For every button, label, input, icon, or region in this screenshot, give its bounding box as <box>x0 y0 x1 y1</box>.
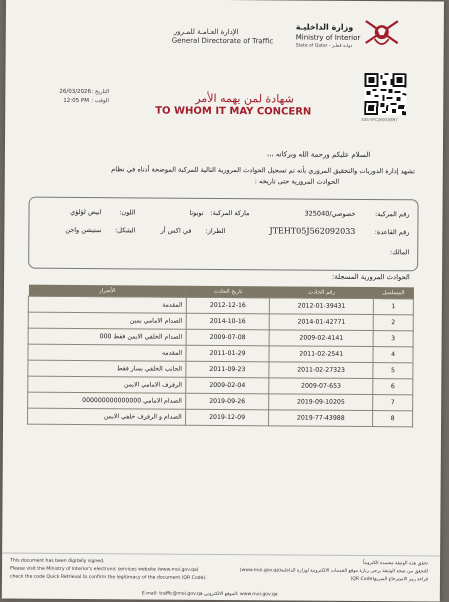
ministry-english: Ministry of Interior <box>295 33 361 42</box>
accident-serial: 8 <box>373 411 413 427</box>
accident-serial: 6 <box>373 379 413 395</box>
footer-signed-note-arabic: تحقق هذه الوثيقة معتمدة الكترونياً <box>363 560 429 567</box>
accidents-table <box>27 285 414 428</box>
model-label: الطراز: <box>205 226 226 236</box>
footer-divider <box>2 552 440 556</box>
accident-damage: الجانب الخلفي يسار فقط <box>28 360 186 377</box>
plate-value: خصوصي/325040 <box>304 209 356 218</box>
accident-date: 2011-09-23 <box>185 361 269 378</box>
accident-number: 2011-02-27323 <box>269 362 373 379</box>
time-value: 12:05 PM <box>63 97 89 105</box>
header-serial: المسلسل <box>373 287 413 299</box>
greeting-text: السلام عليكم ورحمة الله وبركاته ،،، <box>266 150 371 160</box>
header-number: رقم الحادث <box>270 286 374 298</box>
color-value: ابيض لؤلؤي <box>70 207 102 217</box>
chassis-value: JTEHT05J562092033 <box>269 226 356 236</box>
time-label: الوقت : <box>91 98 109 105</box>
color-label: اللون: <box>119 208 136 217</box>
footer-qr-note: check the code Quick Retrieval to confirm the legitimacy of the document (QR Code). <box>9 574 207 581</box>
accident-damage: الصدام الخلفي الايمن فقط 000 <box>28 328 186 345</box>
make-label: ماركة المركبة: <box>210 208 250 218</box>
certificate-document <box>2 0 444 602</box>
accident-date: 2011-01-29 <box>186 345 270 362</box>
accident-row <box>28 408 413 427</box>
footer-signed-note: This document has been digitally signed. <box>10 558 105 565</box>
shape-value: ستيشن واجن <box>65 225 102 235</box>
owner-label: المالك: <box>390 248 410 257</box>
accident-serial: 2 <box>373 315 413 331</box>
date-value: 26/03/2026 <box>59 88 92 96</box>
accident-damage: الصدام و الرفرف خلفي الايمن <box>28 408 186 425</box>
traffic-directorate-english: General Directorate of Traffic <box>171 36 274 46</box>
accident-serial: 7 <box>373 395 413 411</box>
certificate-title-english: TO WHOM IT MAY CONCERN <box>155 105 312 118</box>
intro-text-line1: تشهد إدارة الدوريات والتحقيق المروري بأنه تم تسجيل الحوادث المرورية التالية للمركبة الموضحة أدناه في نظام <box>111 165 415 176</box>
ministry-arabic: وزارة الداخليـة <box>295 22 354 32</box>
accident-damage: الصدام الامامي 000000000000000 <box>28 392 186 409</box>
accident-damage: الرفرف الامامي الايمن <box>28 376 186 393</box>
accident-damage: المقدمة <box>28 296 186 313</box>
accident-number: 2009-07-653 <box>269 378 373 395</box>
accident-serial: 3 <box>373 331 413 347</box>
footer-contact: E-mail: traffic@moi.gov.qa الموقع الالكتروني: www.moi.gov.qa <box>141 591 278 598</box>
accident-number: 2012-01-39431 <box>270 298 374 315</box>
accident-date: 2014-10-16 <box>186 313 270 330</box>
accident-date: 2019-12-09 <box>185 409 269 426</box>
qr-code-icon <box>364 73 406 115</box>
accident-damage: المقدمه <box>28 344 186 361</box>
certificate-title-arabic: شهادة لمن يهمه الأمر <box>195 91 294 106</box>
accident-number: 2019-77-43988 <box>269 410 373 427</box>
intro-text-line2: الحوادث المرورية حتى تاريخه : <box>254 177 340 186</box>
make-value: تويوتا <box>189 208 204 217</box>
shape-label: الشكل: <box>115 226 136 235</box>
accidents-section-title: الحوادث المرورية المسجلة: <box>332 272 410 282</box>
qr-reference-code: 335-TFC26033897 <box>361 116 398 123</box>
accident-number: 2014-01-42771 <box>270 314 374 331</box>
date-label: التاريخ : <box>91 89 110 96</box>
traffic-directorate-arabic: الإدارة العـامـة للمـرور <box>173 27 239 37</box>
footer-qr-note-arabic: قراءة رمز الاسترجاع السريع(QR Code) <box>350 576 428 583</box>
chassis-label: رقم القاعدة: <box>374 228 410 237</box>
state-of-qatar-label: State of Qatar - دولـة قطـر <box>295 43 353 49</box>
vehicle-info-box <box>28 197 418 272</box>
plate-label: رقم المركبة: <box>374 210 410 219</box>
footer-visit-note-arabic: للتحقق من صحة الوثيقة يرجى زيارة موقع الخدمات الالكترونية لوزارة الداخلية(www.moi.gov.qa) <box>239 568 429 575</box>
accident-number: 2009-02-4141 <box>269 330 373 347</box>
header-damage: الأضرار <box>28 285 186 298</box>
accident-date: 2009-07-08 <box>186 329 270 346</box>
accident-serial: 1 <box>373 299 413 315</box>
footer-visit-note: Please visit the Ministry of Interior's electronic services website (www.moi.gov.qa) <box>10 566 199 573</box>
header-date: تاريخ الحادث <box>186 286 270 298</box>
accident-date: 2009-02-04 <box>185 377 269 394</box>
model-value: في اكس أر <box>160 226 192 235</box>
accident-number: 2019-09-10205 <box>269 394 373 411</box>
accident-damage: الصدام الامامي يمين <box>28 312 186 329</box>
accident-number: 2011-02-2541 <box>269 346 373 363</box>
accident-date: 2019-09-26 <box>185 393 269 410</box>
accident-date: 2012-12-16 <box>186 297 270 314</box>
accident-serial: 4 <box>373 347 413 363</box>
accident-serial: 5 <box>373 363 413 379</box>
ministry-emblem-icon <box>360 13 404 53</box>
